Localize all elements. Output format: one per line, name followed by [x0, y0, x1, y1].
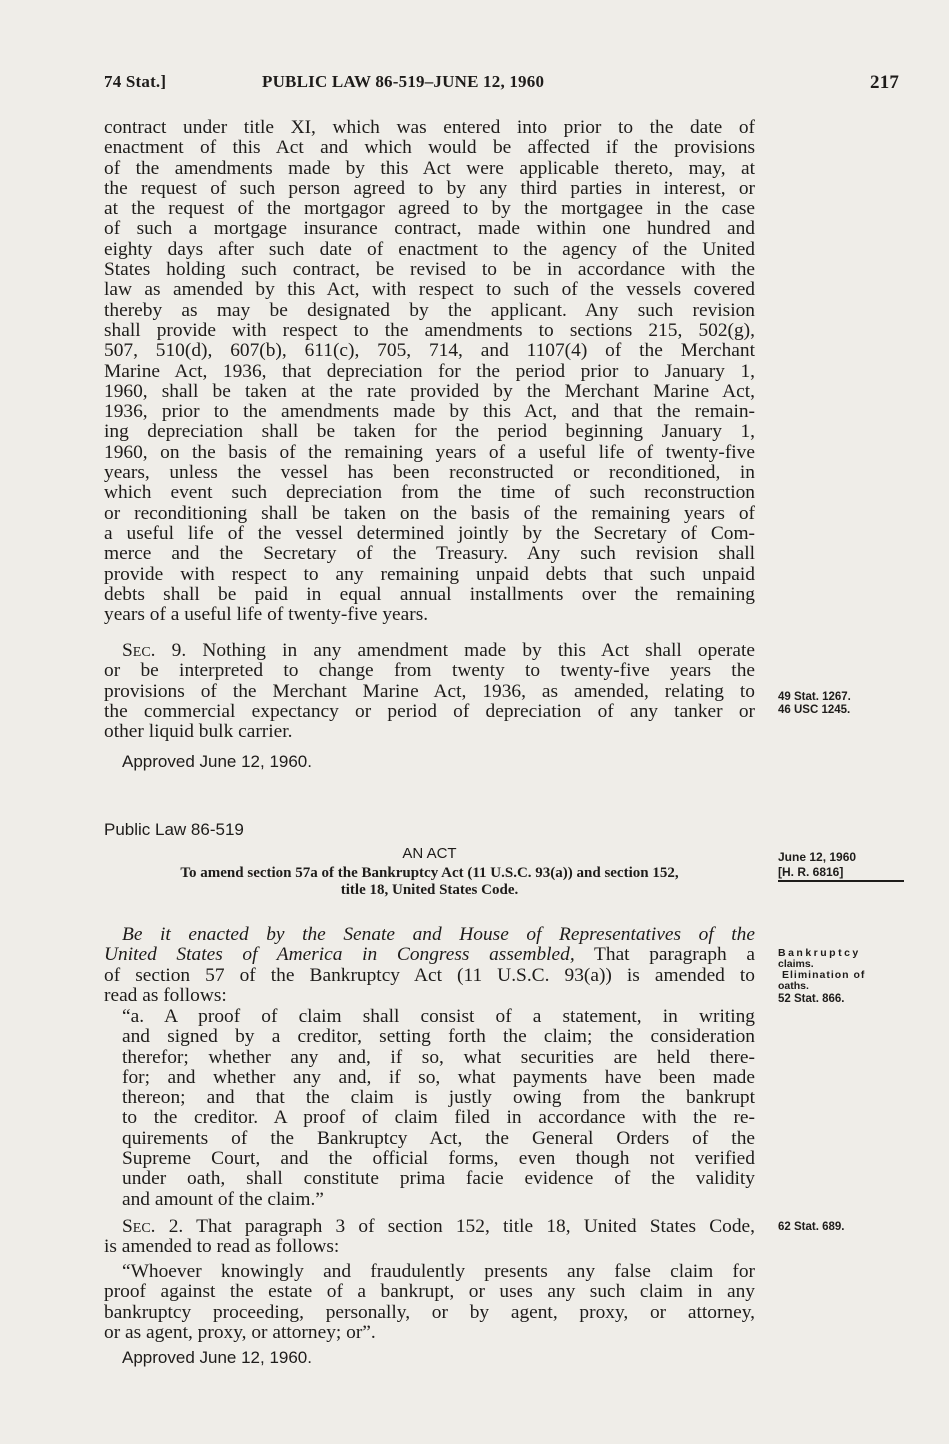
- text-line: thereby as may be designated by the applicant. Any such revision: [104, 299, 755, 321]
- text-line: under oath, shall constitute prima facie evidence of the validity: [122, 1168, 755, 1190]
- text-line: provide with respect to any remaining unpaid debts that such unpaid: [104, 563, 755, 585]
- text-line: 1960, on the basis of the remaining years of a useful life of twenty-five: [104, 441, 755, 463]
- text-line: is amended to read as follows:: [104, 1236, 340, 1258]
- approved-date-2: Approved June 12, 1960.: [122, 1348, 312, 1367]
- text-line: Be it enacted by the Senate and House of Representatives of the: [122, 924, 755, 945]
- text-line: for; and whether any and, if so, what payments have been made: [122, 1066, 755, 1088]
- text-line: provisions of the Merchant Marine Act, 1936, as amended, relating to: [104, 680, 755, 702]
- text-line: bankruptcy proceeding, personally, or by agent, proxy, or attorney,: [104, 1301, 755, 1323]
- text-line: at the request of the mortgagor agreed to by the mortgagee in the case: [104, 198, 755, 220]
- quoted-provision-b: [104, 1262, 755, 1343]
- text-line: Sec. 2. That paragraph 3 of section 152, title 18, United States Code,: [122, 1216, 755, 1237]
- text-line: and amount of the claim.”: [122, 1188, 324, 1210]
- text-line: read as follows:: [104, 984, 227, 1006]
- text-line: of section 57 of the Bankruptcy Act (11 U.S.C. 93(a)) is amended to: [104, 964, 755, 986]
- text-line: years of a useful life of twenty-five years.: [104, 604, 429, 626]
- text-line: 507, 510(d), 607(b), 611(c), 705, 714, and 1107(4) of the Merchant: [104, 340, 755, 362]
- text-line: debts shall be paid in equal annual installments over the remaining: [104, 583, 755, 605]
- text-line: “a. A proof of claim shall consist of a statement, in writing: [122, 1006, 755, 1027]
- public-law-label: Public Law 86-519: [104, 820, 244, 839]
- enacting-clause: [104, 925, 755, 1006]
- text-line: 1960, shall be taken at the rate provided by the Merchant Marine Act,: [104, 380, 755, 402]
- text-line: and signed by a creditor, setting forth the claim; the consideration: [122, 1026, 755, 1048]
- text-line: a useful life of the vessel determined jointly by the Secretary of Com-: [104, 522, 755, 544]
- margin-date-bill: June 12, 1960 [H. R. 6816]: [778, 850, 857, 879]
- text-line: the commercial expectancy or period of depreciation of any tanker or: [104, 700, 755, 722]
- text-line: Supreme Court, and the official forms, even though not verified: [122, 1148, 755, 1170]
- text-line: contract under title XI, which was entered into prior to the date of: [104, 117, 755, 138]
- text-line: shall provide with respect to the amendments to sections 215, 502(g),: [104, 319, 755, 341]
- text-line: ing depreciation shall be taken for the period beginning January 1,: [104, 421, 755, 443]
- text-line: the request of such person agreed to by any third parties in interest, or: [104, 177, 755, 199]
- text-line: States holding such contract, be revised to be in accordance with the: [104, 259, 755, 281]
- text-line: enactment of this Act and which would be affected if the provisions: [104, 137, 755, 159]
- text-line: 1936, prior to the amendments made by this Act, and that the remain-: [104, 401, 755, 423]
- text-line: United States of America in Congress assembled, That paragraph a: [104, 944, 755, 966]
- text-line: proof against the estate of a bankrupt, or uses any such claim in any: [104, 1281, 755, 1303]
- section-2: [104, 1217, 755, 1258]
- section-label: Sec. 9.: [122, 640, 187, 661]
- text-line: or reconditioning shall be taken on the basis of the remaining years of: [104, 502, 755, 524]
- act-title-line-1: To amend section 57a of the Bankruptcy Act (11 U.S.C. 93(a)) and section 152,: [180, 865, 679, 881]
- text-line: or as agent, proxy, or attorney; or”.: [104, 1321, 376, 1343]
- text-line: to the creditor. A proof of claim filed in accordance with the re-: [122, 1107, 755, 1129]
- approved-date-1: Approved June 12, 1960.: [122, 752, 312, 771]
- text-line: of such a mortgage insurance contract, made within one hundred and: [104, 218, 755, 240]
- text-line: merce and the Secretary of the Treasury. Any such revision shall: [104, 543, 755, 565]
- quoted-provision-a: [122, 1007, 755, 1210]
- text-line: Sec. 9. Nothing in any amendment made by this Act shall operate: [122, 640, 755, 661]
- text-line: therefor; whether any and, if so, what securities are held there-: [122, 1046, 755, 1068]
- text-line: other liquid bulk carrier.: [104, 721, 293, 743]
- text-line: eighty days after such date of enactment to the agency of the United: [104, 238, 755, 260]
- text-line: “Whoever knowingly and fraudulently presents any false claim for: [122, 1261, 755, 1282]
- header-volume: 74 Stat.]: [104, 72, 167, 91]
- text-line: Marine Act, 1936, that depreciation for the period prior to January 1,: [104, 360, 755, 382]
- act-title-line-2: title 18, United States Code.: [340, 882, 519, 898]
- margin-citation-sec2: 62 Stat. 689.: [778, 1221, 845, 1233]
- text-line: of the amendments made by this Act were applicable thereto, may, at: [104, 157, 755, 179]
- section-9: [104, 641, 755, 742]
- continuation-paragraph: [104, 118, 755, 625]
- text-line: quirements of the Bankruptcy Act, the General Orders of the: [122, 1127, 755, 1149]
- margin-rule: [778, 880, 904, 882]
- act-heading: AN ACT: [402, 845, 457, 862]
- margin-citation: 49 Stat. 1267. 46 USC 1245.: [778, 691, 851, 716]
- margin-topic: Bankruptcy claims. Elimination of oaths. 52 Stat. 866.: [778, 947, 866, 1005]
- text-line: or be interpreted to change from twenty to twenty-five years the: [104, 660, 755, 682]
- text-line: thereon; and that the claim is justly owing from the bankrupt: [122, 1087, 755, 1109]
- header-title: PUBLIC LAW 86-519–JUNE 12, 1960: [262, 72, 545, 91]
- page-number: 217: [870, 72, 900, 93]
- section-label: Sec. 2.: [122, 1216, 184, 1237]
- text-line: which event such depreciation from the time of such reconstruction: [104, 482, 755, 504]
- text-line: law as amended by this Act, with respect to such of the vessels covered: [104, 279, 755, 301]
- text-line: years, unless the vessel has been reconstructed or reconditioned, in: [104, 462, 755, 484]
